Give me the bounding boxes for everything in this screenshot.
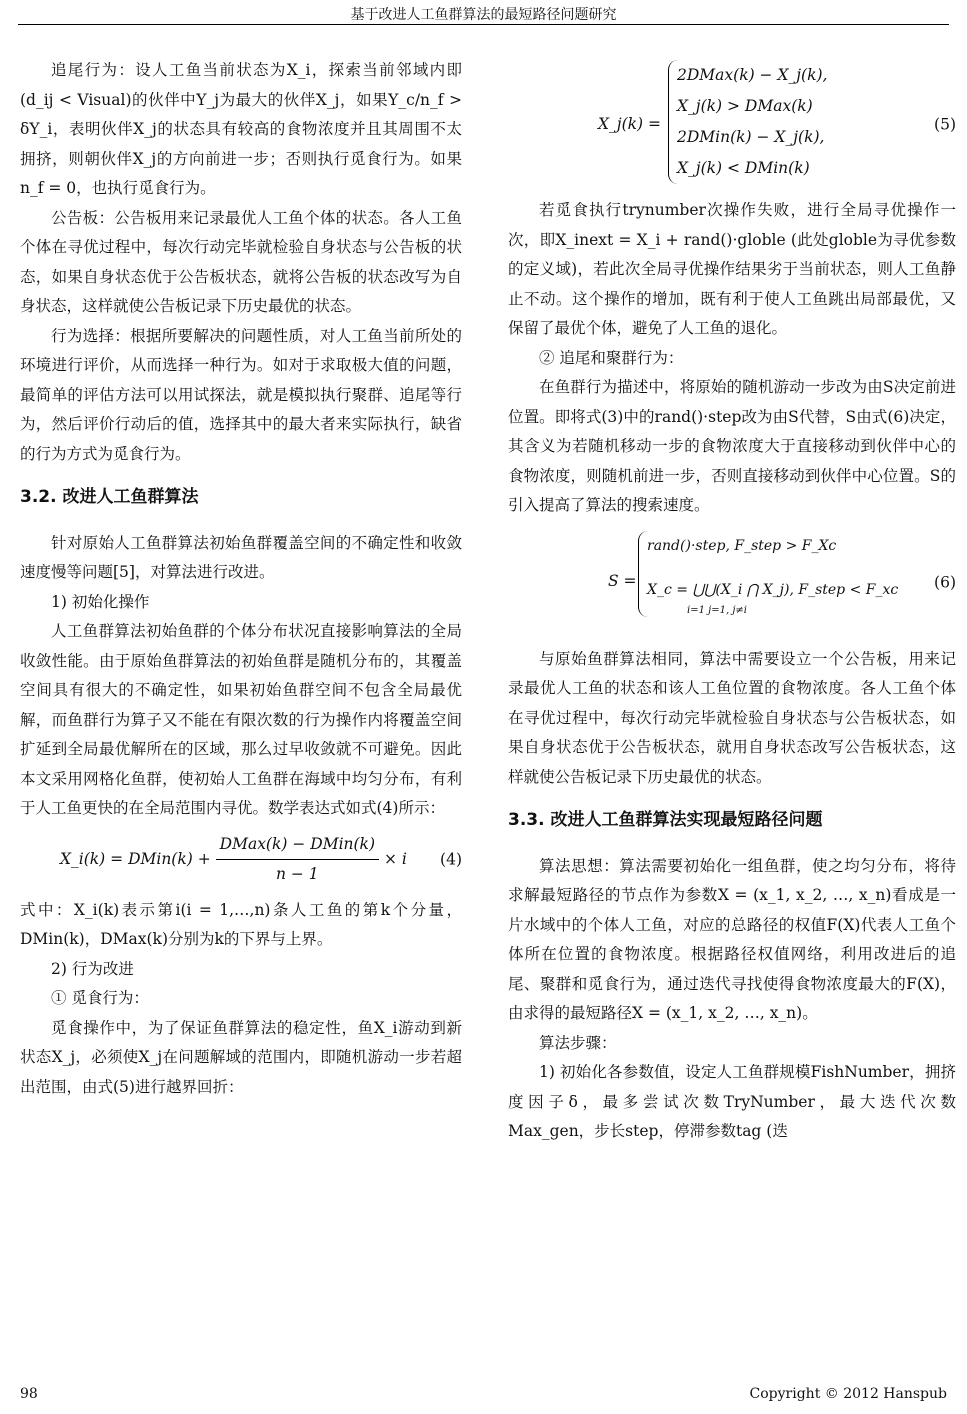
equation-cases bbox=[638, 531, 898, 617]
paragraph: 针对原始人工鱼群算法初始鱼群覆盖空间的不确定性和收敛速度慢等问题[5]，对算法进行改进。 bbox=[20, 533, 462, 581]
equation-5 bbox=[508, 60, 956, 190]
page-number: 98 bbox=[20, 1386, 38, 1402]
section-heading-3-3: 3.3. 改进人工鱼群算法实现最短路径问题 bbox=[508, 810, 823, 830]
list-item: 2) 行为改进 bbox=[51, 959, 134, 978]
running-header: 基于改进人工鱼群算法的最短路径问题研究 bbox=[350, 7, 617, 23]
case-line: 2DMin(k) − X_j(k), bbox=[677, 128, 825, 146]
denominator: n − 1 bbox=[275, 865, 319, 883]
right-column bbox=[508, 54, 956, 1147]
paragraph: 式中：X_i(k)表示第i(i = 1,…,n)条人工鱼的第k个分量，DMin(k)，DMax(k)分别为k的下界与上界。 bbox=[20, 900, 462, 948]
paragraph: 算法思想：算法需要初始化一组鱼群，使之均匀分布，将待求解最短路径的节点作为参数X = (x_1, x_2, …, x_n)看成是一片水域中的个体人工鱼，对应的总路径的权值F(X)代表人工鱼个体所在位置的食物浓度。根据路径权值网络，利用改进后的追尾、聚群和觅食行为，通过迭代寻找使得食物浓度最大的F(X)，由求得的最短路径X = (x_1, x_2, …, x_n)。 bbox=[508, 856, 956, 1022]
equation-lhs: S = bbox=[608, 571, 637, 590]
paragraph: 在鱼群行为描述中，将原始的随机游动一步改为由S决定前进位置。即将式(3)中的rand()·step改为由S代替，S由式(6)决定，其含义为若随机移动一步的食物浓度大于直接移动到伙伴中心的食物浓度，则随机前进一步，否则直接移动到伙伴中心位置。S的引入提高了算法的搜索速度。 bbox=[508, 378, 956, 514]
paragraph: 公告板：公告板用来记录最优人工鱼个体的状态。各人工鱼个体在寻优过程中，每次行动完毕就检验自身状态与公告板的状态，如果自身状态优于公告板状态，就将公告板的状态改写为自身状态，这样就使公告板记录下历史最优的状态。 bbox=[20, 208, 462, 315]
equation-number: (6) bbox=[934, 572, 956, 591]
paragraph: 觅食操作中，为了保证鱼群算法的稳定性，鱼X_i游动到新状态X_j，必须使X_j在问题解域的范围内，即随机游动一步若超出范围，由式(5)进行越界回折： bbox=[20, 1018, 462, 1096]
header-rule bbox=[18, 24, 949, 25]
paragraph: 1) 初始化各参数值，设定人工鱼群规模FishNumber，拥挤度因子δ，最多尝试次数TryNumber，最大迭代次数Max_gen，步长step，停滞参数tag (迭 bbox=[508, 1063, 956, 1140]
case-line: X_j(k) < DMin(k) bbox=[677, 159, 810, 177]
equation-fraction bbox=[216, 830, 379, 890]
paragraph: 算法步骤： bbox=[539, 1033, 617, 1052]
equation-lhs: X_i(k) = DMin(k) + bbox=[60, 849, 211, 868]
numerator: DMax(k) − DMin(k) bbox=[216, 830, 379, 861]
union-indices: i=1 j=1, j≠i bbox=[687, 604, 747, 616]
case-line: rand()·step, F_step > F_Xc bbox=[647, 537, 837, 554]
equation-6 bbox=[508, 527, 956, 639]
paragraph: 若觅食执行trynumber次操作失败，进行全局寻优操作一次，即X_inext = X_i + rand()·globle (此处globle为寻优参数的定义域)，若此次全局寻优操作结果劣于当前状态，则人工鱼静止不动。这个操作的增加，既有利于使人工鱼跳出局部最优，又保留了最优个体，避免了人工鱼的退化。 bbox=[508, 201, 956, 337]
paragraph: 行为选择：根据所要解决的问题性质，对人工鱼当前所处的环境进行评价，从而选择一种行为。如对于求取极大值的问题，最简单的评估方法可以用试探法，就是模拟执行聚群、追尾等行为，然后评价行动后的值，选择其中的最大者来实际执行，缺省的行为方式为觅食行为。 bbox=[20, 326, 462, 463]
paragraph: 与原始鱼群算法相同，算法中需要设立一个公告板，用来记录最优人工鱼的状态和该人工鱼位置的食物浓度。各人工鱼个体在寻优过程中，每次行动完毕就检验自身状态与公告板状态，如果自身状态优于公告板状态，就用自身状态改写公告板状态，这样就使公告板记录下历史最优的状态。 bbox=[508, 649, 956, 786]
case-line: X_j(k) > DMax(k) bbox=[677, 97, 813, 115]
paragraph: 追尾行为：设人工鱼当前状态为X_i，探索当前邻域内即(d_ij < Visual)的伙伴中Y_j为最大的伙伴X_j，如果Y_c/n_f > δY_i，表明伙伴X_j的状态具有较高的食物浓度并且其周围不太拥挤，则朝伙伴X_j的方向前进一步；否则执行觅食行为。如果n_f = 0，也执行觅食行为。 bbox=[20, 61, 462, 197]
list-item: ① 觅食行为： bbox=[51, 989, 149, 1007]
equation-lhs: X_j(k) = bbox=[598, 115, 661, 133]
equation-number: (4) bbox=[440, 849, 462, 868]
case-line: 2DMax(k) − X_j(k), bbox=[677, 66, 828, 84]
left-column bbox=[20, 56, 462, 1102]
copyright: Copyright © 2012 Hanspub bbox=[749, 1386, 947, 1402]
case-line: X_c = ⋃⋃(X_i ⋂ X_j), F_step < F_xc bbox=[647, 581, 899, 598]
equation-number: (5) bbox=[934, 115, 956, 134]
paragraph: 人工鱼群算法初始鱼群的个体分布状况直接影响算法的全局收敛性能。由于原始鱼群算法的初始鱼群是随机分布的，其覆盖空间具有很大的不确定性，如果初始鱼群空间不包含全局最优解，而鱼群行为算子又不能在有限次数的行为操作内将覆盖空间扩延到全局最优解所在的区域，那么过早收敛就不可避免。因此本文采用网格化鱼群，使初始人工鱼群在海域中均匀分布，有利于人工鱼更快的在全局范围内寻优。数学表达式如式(4)所示： bbox=[20, 622, 462, 817]
list-item: ② 追尾和聚群行为： bbox=[539, 348, 684, 367]
equation-cases bbox=[668, 60, 827, 184]
list-item: 1) 初始化操作 bbox=[51, 592, 150, 611]
equation-4 bbox=[20, 830, 462, 890]
section-heading-3-2: 3.2. 改进人工鱼群算法 bbox=[20, 487, 199, 507]
equation-tail: × i bbox=[383, 849, 407, 868]
